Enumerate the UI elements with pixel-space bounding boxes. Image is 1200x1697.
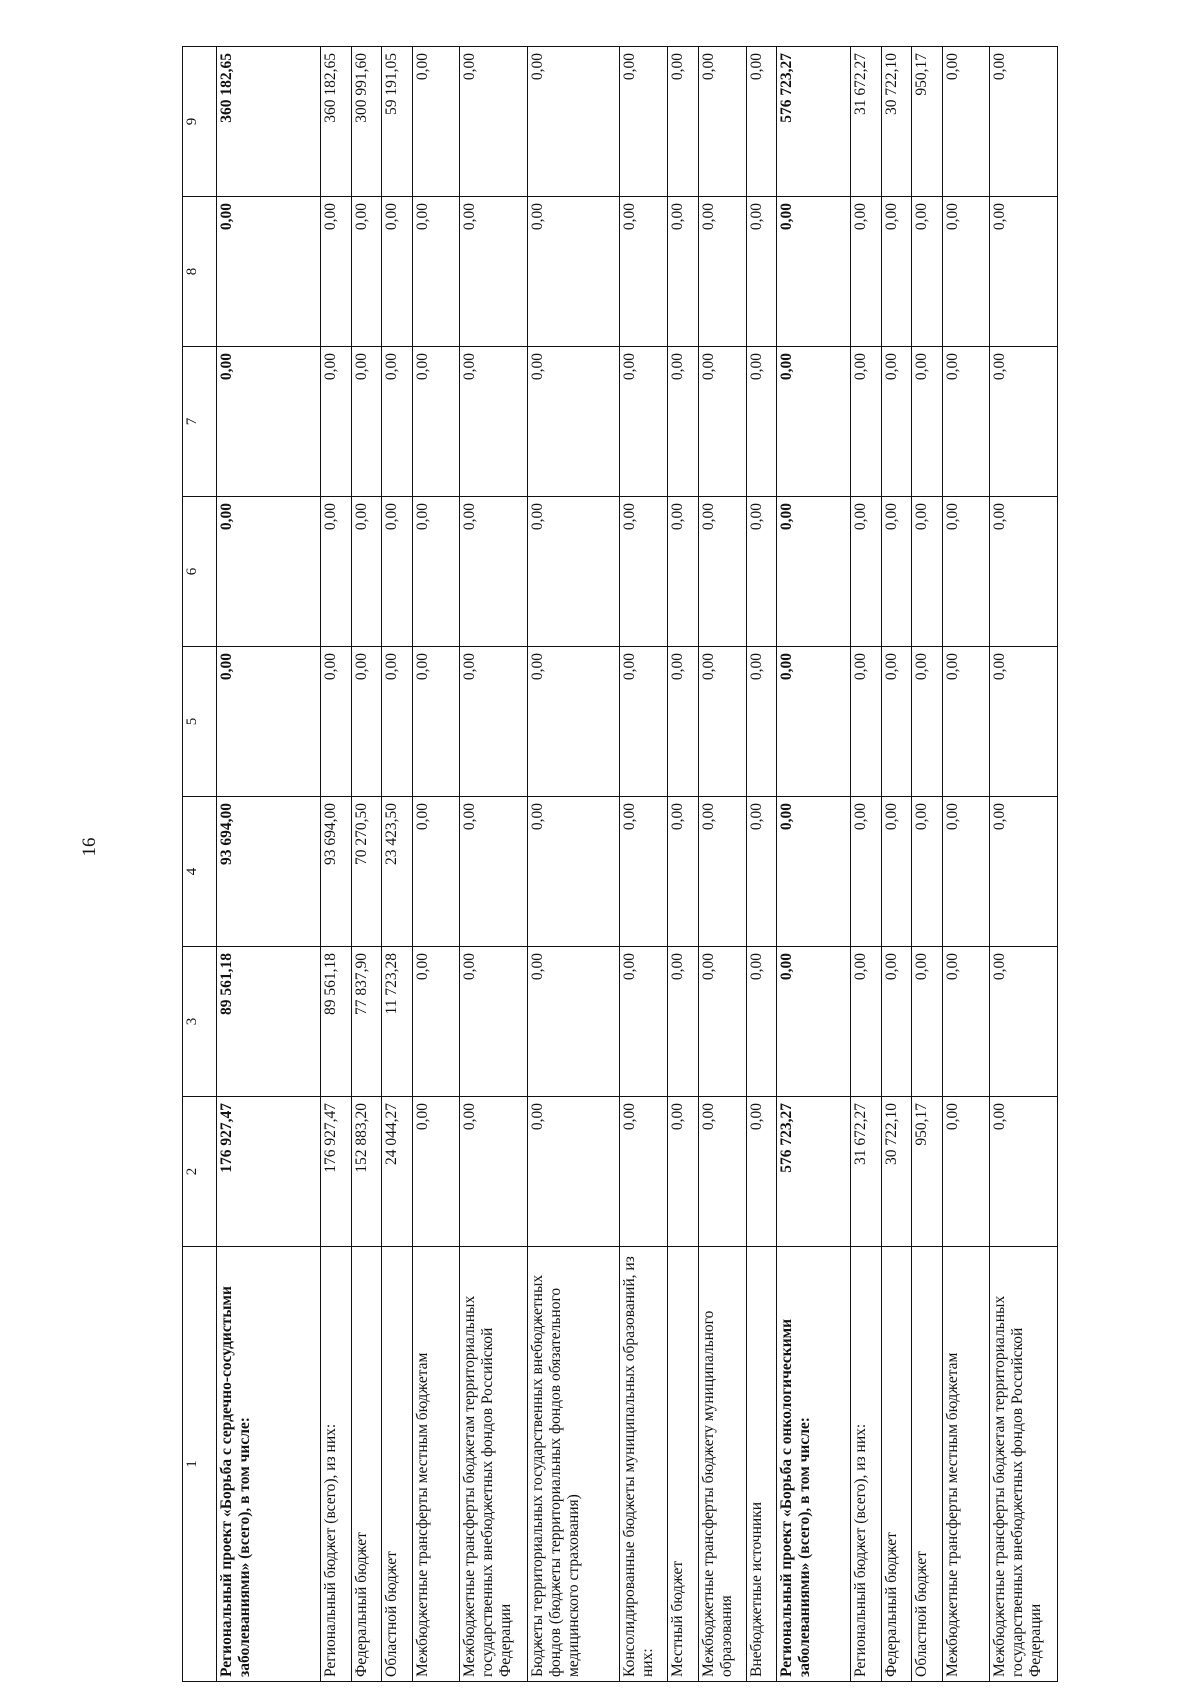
table-row [620,47,668,1682]
value-cell: 31 672,27 [851,47,881,197]
value-cell: 0,00 [382,347,412,497]
value-cell: 0,00 [851,197,881,347]
value-cell: 89 561,18 [321,947,351,1097]
value-cell: 0,00 [460,797,527,947]
value-cell: 0,00 [746,1097,776,1247]
value-cell: 0,00 [527,347,620,497]
value-cell: 0,00 [912,797,942,947]
table-row [777,47,851,1682]
table-row [698,47,746,1682]
value-cell: 59 191,05 [382,47,412,197]
value-cell: 360 182,65 [216,47,320,197]
value-cell: 11 723,28 [382,947,412,1097]
value-cell: 0,00 [881,947,911,1097]
value-cell: 0,00 [527,47,620,197]
value-cell: 0,00 [412,797,460,947]
value-cell: 0,00 [698,47,746,197]
column-number: 6 [183,497,217,647]
value-cell: 0,00 [990,1097,1058,1247]
table-row [321,47,351,1682]
value-cell: 0,00 [942,47,990,197]
value-cell: 0,00 [912,647,942,797]
value-cell: 30 722,10 [881,47,911,197]
value-cell: 0,00 [620,647,668,797]
value-cell: 0,00 [912,347,942,497]
value-cell: 0,00 [668,947,698,1097]
value-cell: 0,00 [382,647,412,797]
value-cell: 0,00 [881,647,911,797]
value-cell: 0,00 [990,197,1058,347]
value-cell: 176 927,47 [216,1097,320,1247]
value-cell: 89 561,18 [216,947,320,1097]
value-cell: 0,00 [777,197,851,347]
value-cell: 576 723,27 [777,1097,851,1247]
column-number-row [183,47,217,1682]
value-cell: 0,00 [990,647,1058,797]
value-cell: 0,00 [620,347,668,497]
table-row [351,47,381,1682]
column-number: 4 [183,797,217,947]
table-row [527,47,620,1682]
table-row [668,47,698,1682]
value-cell: 0,00 [746,647,776,797]
value-cell: 0,00 [351,647,381,797]
value-cell: 0,00 [777,797,851,947]
value-cell: 0,00 [668,497,698,647]
value-cell: 0,00 [698,347,746,497]
value-cell: 0,00 [990,347,1058,497]
value-cell: 0,00 [351,197,381,347]
value-cell: 31 672,27 [851,1097,881,1247]
value-cell: 0,00 [527,1097,620,1247]
row-label: Федеральный бюджет [881,1247,911,1682]
value-cell: 0,00 [620,47,668,197]
table-row [382,47,412,1682]
value-cell: 176 927,47 [321,1097,351,1247]
row-label: Региональный проект «Борьба с сердечно-сосудистыми заболеваниями» (всего), в том числе: [216,1247,320,1682]
page-number: 16 [79,837,100,857]
column-number: 9 [183,47,217,197]
value-cell: 0,00 [912,497,942,647]
value-cell: 0,00 [942,1097,990,1247]
value-cell: 0,00 [412,47,460,197]
row-label: Межбюджетные трансферты местным бюджетам [412,1247,460,1682]
value-cell: 0,00 [668,797,698,947]
row-label: Федеральный бюджет [351,1247,381,1682]
value-cell: 0,00 [881,197,911,347]
column-number: 2 [183,1097,217,1247]
value-cell: 950,17 [912,1097,942,1247]
value-cell: 0,00 [746,497,776,647]
value-cell: 0,00 [942,647,990,797]
value-cell: 24 044,27 [382,1097,412,1247]
column-number: 1 [183,1247,217,1682]
value-cell: 70 270,50 [351,797,381,947]
value-cell: 0,00 [382,197,412,347]
value-cell: 0,00 [990,47,1058,197]
value-cell: 93 694,00 [216,797,320,947]
row-label: Межбюджетные трансферты местным бюджетам [942,1247,990,1682]
value-cell: 0,00 [351,497,381,647]
value-cell: 0,00 [851,797,881,947]
value-cell: 0,00 [321,347,351,497]
value-cell: 0,00 [412,197,460,347]
value-cell: 0,00 [620,197,668,347]
value-cell: 0,00 [942,947,990,1097]
value-cell: 0,00 [777,347,851,497]
value-cell: 0,00 [851,647,881,797]
value-cell: 0,00 [527,797,620,947]
row-label: Региональный бюджет (всего), из них: [321,1247,351,1682]
budget-table [182,46,1058,1682]
value-cell: 0,00 [412,647,460,797]
value-cell: 30 722,10 [881,1097,911,1247]
value-cell: 0,00 [412,1097,460,1247]
value-cell: 0,00 [620,1097,668,1247]
value-cell: 0,00 [698,197,746,347]
value-cell: 0,00 [698,647,746,797]
table-row [990,47,1058,1682]
value-cell: 0,00 [746,947,776,1097]
value-cell: 0,00 [851,347,881,497]
table-row [746,47,776,1682]
row-label: Консолидированные бюджеты муниципальных образований, из них: [620,1247,668,1682]
value-cell: 93 694,00 [321,797,351,947]
value-cell: 0,00 [460,47,527,197]
value-cell: 0,00 [620,947,668,1097]
value-cell: 0,00 [851,947,881,1097]
row-label: Бюджеты территориальных государственных внебюджетных фондов (бюджеты территориальных фондов обязательного медицинского страхования) [527,1247,620,1682]
value-cell: 0,00 [620,497,668,647]
table-row [942,47,990,1682]
value-cell: 0,00 [912,197,942,347]
row-label: Областной бюджет [912,1247,942,1682]
value-cell: 0,00 [990,797,1058,947]
value-cell: 0,00 [382,497,412,647]
value-cell: 0,00 [412,497,460,647]
rotated-table-container [182,50,1058,1682]
value-cell: 0,00 [527,947,620,1097]
table-row [912,47,942,1682]
value-cell: 0,00 [668,647,698,797]
value-cell: 77 837,90 [351,947,381,1097]
value-cell: 0,00 [412,947,460,1097]
value-cell: 0,00 [527,647,620,797]
value-cell: 0,00 [746,47,776,197]
value-cell: 0,00 [460,647,527,797]
value-cell: 0,00 [216,497,320,647]
value-cell: 0,00 [942,197,990,347]
value-cell: 950,17 [912,47,942,197]
value-cell: 0,00 [777,647,851,797]
value-cell: 0,00 [990,947,1058,1097]
value-cell: 0,00 [321,647,351,797]
value-cell: 0,00 [746,197,776,347]
row-label: Региональный проект «Борьба с онкологическими заболеваниями» (всего), в том числе: [777,1247,851,1682]
table-row [412,47,460,1682]
value-cell: 0,00 [321,197,351,347]
value-cell: 0,00 [412,347,460,497]
value-cell: 0,00 [698,1097,746,1247]
value-cell: 0,00 [216,347,320,497]
value-cell: 300 991,60 [351,47,381,197]
row-label: Региональный бюджет (всего), из них: [851,1247,881,1682]
value-cell: 0,00 [620,797,668,947]
value-cell: 0,00 [668,1097,698,1247]
value-cell: 0,00 [881,797,911,947]
value-cell: 0,00 [942,797,990,947]
column-number: 5 [183,647,217,797]
column-number: 3 [183,947,217,1097]
value-cell: 0,00 [698,797,746,947]
value-cell: 0,00 [527,197,620,347]
value-cell: 0,00 [216,197,320,347]
value-cell: 576 723,27 [777,47,851,197]
value-cell: 0,00 [777,497,851,647]
column-number: 7 [183,347,217,497]
value-cell: 0,00 [460,197,527,347]
value-cell: 0,00 [881,497,911,647]
value-cell: 0,00 [746,797,776,947]
table-row [881,47,911,1682]
row-label: Межбюджетные трансферты бюджету муниципального образования [698,1247,746,1682]
row-label: Внебюджетные источники [746,1247,776,1682]
value-cell: 0,00 [668,347,698,497]
value-cell: 0,00 [990,497,1058,647]
value-cell: 0,00 [777,947,851,1097]
value-cell: 0,00 [698,947,746,1097]
value-cell: 0,00 [668,197,698,347]
value-cell: 0,00 [746,347,776,497]
table-row [851,47,881,1682]
value-cell: 360 182,65 [321,47,351,197]
value-cell: 0,00 [351,347,381,497]
value-cell: 0,00 [698,497,746,647]
value-cell: 0,00 [527,497,620,647]
value-cell: 0,00 [460,947,527,1097]
value-cell: 0,00 [321,497,351,647]
value-cell: 0,00 [851,497,881,647]
value-cell: 0,00 [881,347,911,497]
value-cell: 0,00 [460,1097,527,1247]
row-label: Межбюджетные трансферты бюджетам территориальных государственных внебюджетных фондов Российской Федерации [460,1247,527,1682]
value-cell: 23 423,50 [382,797,412,947]
table-row [216,47,320,1682]
value-cell: 0,00 [216,647,320,797]
value-cell: 0,00 [460,347,527,497]
value-cell: 0,00 [912,947,942,1097]
value-cell: 152 883,20 [351,1097,381,1247]
row-label: Межбюджетные трансферты бюджетам территориальных государственных внебюджетных фондов Российской Федерации [990,1247,1058,1682]
value-cell: 0,00 [668,47,698,197]
row-label: Местный бюджет [668,1247,698,1682]
value-cell: 0,00 [942,497,990,647]
table-row [460,47,527,1682]
value-cell: 0,00 [942,347,990,497]
value-cell: 0,00 [460,497,527,647]
column-number: 8 [183,197,217,347]
row-label: Областной бюджет [382,1247,412,1682]
